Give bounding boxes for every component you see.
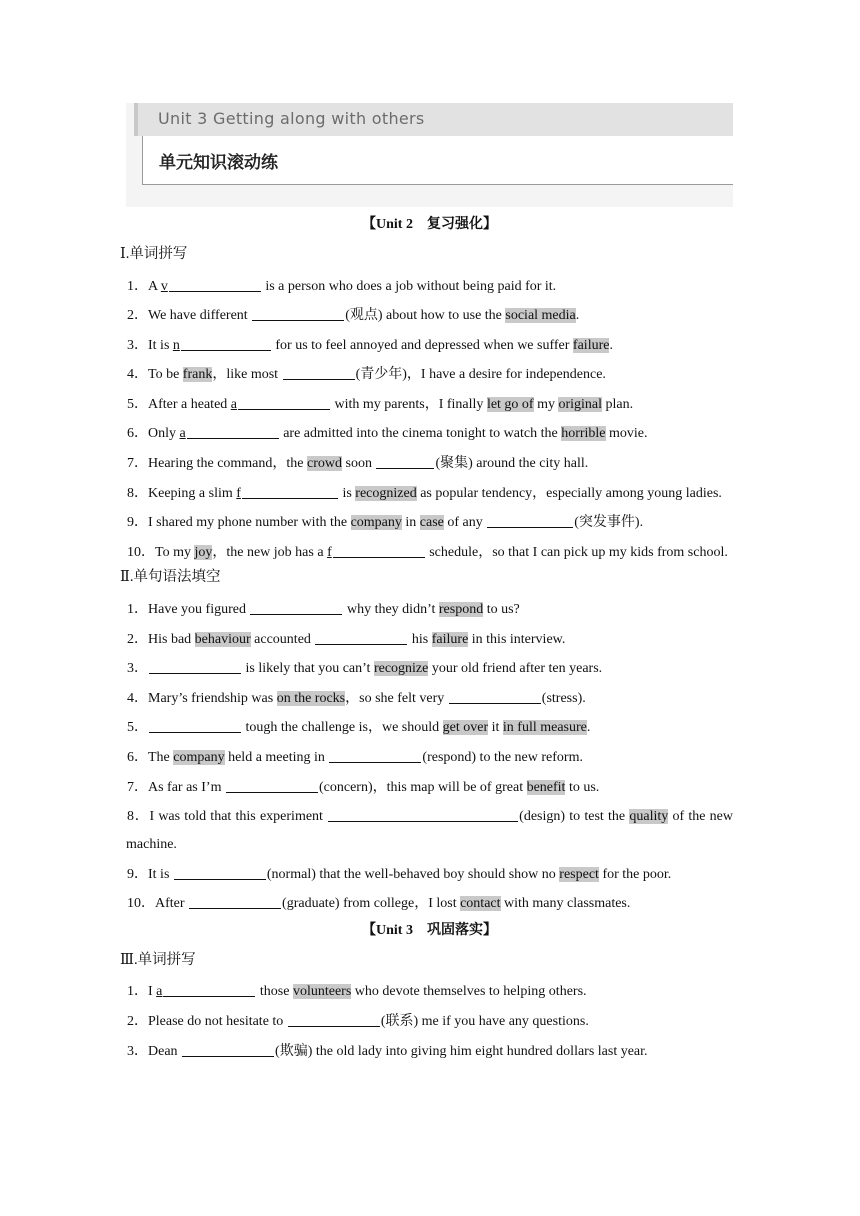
list-item: 2．Please do not hesitate to (联系) me if you have any questions.	[127, 1013, 589, 1029]
section-title-unit2: 【Unit 2 复习强化】	[362, 217, 497, 232]
part-heading-2: Ⅱ.单句语法填空	[120, 569, 221, 586]
list-item: 10．After (graduate) from college，I lost contact with many classmates.	[127, 896, 631, 912]
list-item: 2．His bad behaviour accounted his failure in this interview.	[127, 631, 566, 647]
list-item: 3． is likely that you can’t recognize your old friend after ten years.	[127, 661, 603, 677]
list-item: 6．Only a are admitted into the cinema tonight to watch the horrible movie.	[127, 426, 648, 442]
list-item: 8．I was told that this experiment (design) to test the quality of the new machine.	[126, 809, 733, 853]
unit-banner	[126, 103, 733, 207]
unit-title: Unit 3 Getting along with others	[158, 109, 425, 128]
list-item: 1．I a those volunteers who devote themselves to helping others.	[127, 984, 587, 1000]
list-item: 5．After a heated a with my parents，I finally let go of my original plan.	[127, 396, 634, 412]
list-item: 8．Keeping a slim f is recognized as popular tendency，especially among young ladies.	[127, 485, 722, 501]
list-item: 1．A v is a person who does a job without being paid for it.	[127, 278, 557, 294]
list-item: 9．It is (normal) that the well-behaved boy should show no respect for the poor.	[127, 866, 672, 882]
list-item: 3．It is n for us to feel annoyed and depressed when we suffer failure.	[127, 337, 613, 353]
subtitle-bar	[142, 136, 733, 185]
part-heading-3: Ⅲ.单词拼写	[120, 951, 196, 968]
list-item: 4．Mary’s friendship was on the rocks，so she felt very (stress).	[127, 690, 586, 706]
list-item: 7．As far as I’m (concern)，this map will be of great benefit to us.	[127, 779, 600, 795]
list-item: 7．Hearing the command，the crowd soon (聚集) around the city hall.	[127, 456, 589, 472]
list-item: 9．I shared my phone number with the company in case of any (突发事件).	[127, 515, 644, 531]
list-item: 1．Have you figured why they didn’t respond to us?	[127, 601, 520, 617]
list-item: 2．We have different (观点) about how to use the social media.	[127, 308, 580, 324]
list-item: 4．To be frank，like most (青少年)，I have a desire for independence.	[127, 367, 606, 383]
part-heading-1: Ⅰ.单词拼写	[120, 246, 188, 262]
page-subtitle: 单元知识滚动练	[159, 153, 278, 173]
list-item: 6．The company held a meeting in (respond) to the new reform.	[127, 749, 583, 765]
list-item: 3．Dean (欺骗) the old lady into giving him eight hundred dollars last year.	[127, 1043, 648, 1059]
section-title-unit3: 【Unit 3 巩固落实】	[362, 922, 497, 938]
unit-title-bar	[134, 103, 733, 136]
list-item: 5． tough the challenge is，we should get over it in full measure.	[127, 720, 591, 736]
list-item: 10．To my joy，the new job has a f schedule，so that I can pick up my kids from school.	[127, 544, 728, 560]
worksheet-content	[120, 214, 733, 1067]
